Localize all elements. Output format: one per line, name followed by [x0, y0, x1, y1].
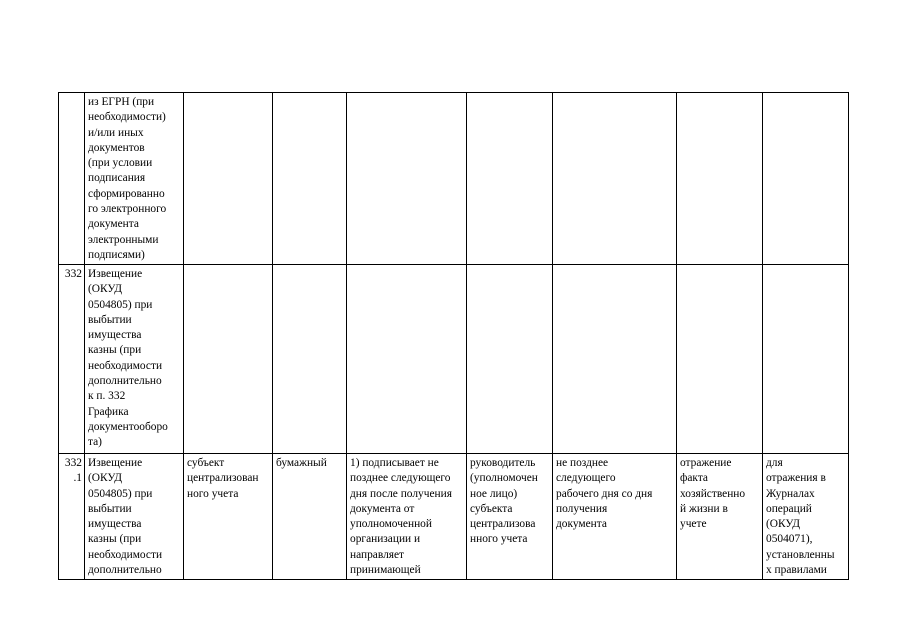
document-name-cell: из ЕГРН (при необходимости) и/или иных документов (при условии подписания сформированно го электронного документа электронными подписями) [85, 93, 184, 265]
format-cell [273, 265, 347, 454]
creator-cell: субъект централизован ного учета [184, 454, 273, 580]
deadline-cell [553, 265, 677, 454]
deadline-cell: не позднее следующего рабочего дня со дня получения документа [553, 454, 677, 580]
action-cell: 1) подписывает не позднее следующего дня после получения документа от уполномоченной организации и направляет принимающей [347, 454, 467, 580]
note-cell [763, 93, 849, 265]
table-row [59, 265, 849, 454]
row-number: 332 .1 [59, 454, 85, 580]
document-name-cell: Извещение (ОКУД 0504805) при выбытии имущества казны (при необходимости дополнительно [85, 454, 184, 580]
responsible-cell [467, 93, 553, 265]
purpose-cell: отражение факта хозяйственно й жизни в учете [677, 454, 763, 580]
purpose-cell [677, 265, 763, 454]
format-cell: бумажный [273, 454, 347, 580]
table-row [59, 93, 849, 265]
creator-cell [184, 93, 273, 265]
purpose-cell [677, 93, 763, 265]
responsible-cell: руководитель (уполномочен ное лицо) субъекта централизова нного учета [467, 454, 553, 580]
document-name-cell: Извещение (ОКУД 0504805) при выбытии имущества казны (при необходимости дополнительно к п. 332 Графика документооборо та) [85, 265, 184, 454]
action-cell [347, 265, 467, 454]
document-table [58, 92, 849, 580]
table-row [59, 454, 849, 580]
responsible-cell [467, 265, 553, 454]
row-number [59, 93, 85, 265]
format-cell [273, 93, 347, 265]
action-cell [347, 93, 467, 265]
row-number: 332 [59, 265, 85, 454]
deadline-cell [553, 93, 677, 265]
note-cell: для отражения в Журналах операций (ОКУД 0504071), установленны х правилами [763, 454, 849, 580]
note-cell [763, 265, 849, 454]
creator-cell [184, 265, 273, 454]
